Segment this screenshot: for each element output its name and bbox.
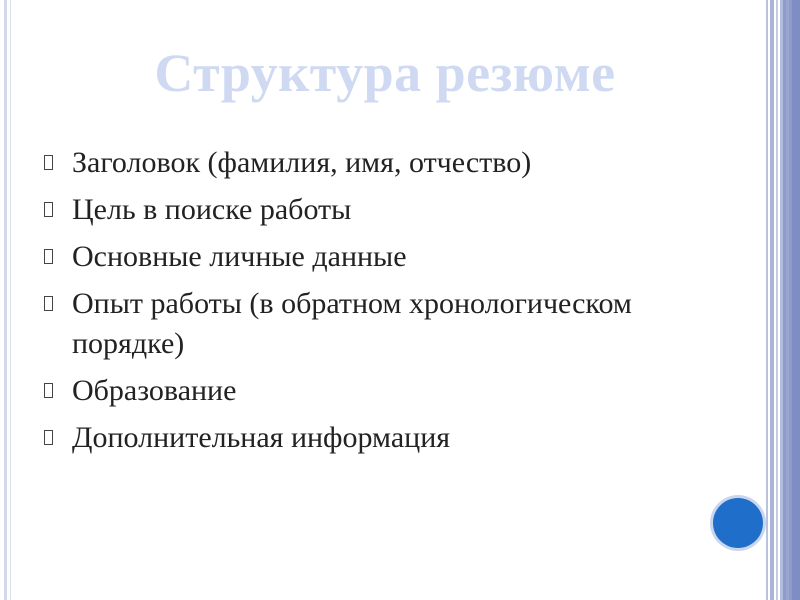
bullet-marker-icon bbox=[44, 383, 53, 398]
bullet-marker-icon bbox=[44, 155, 53, 170]
bullet-item bbox=[44, 190, 744, 230]
bullet-item bbox=[44, 237, 744, 277]
bullet-item bbox=[44, 418, 744, 458]
bullet-item bbox=[44, 284, 744, 364]
bullet-text: Дополнительная информация bbox=[72, 421, 451, 454]
right-stripe bbox=[786, 0, 789, 600]
bullet-text: Основные личные данные bbox=[72, 240, 407, 273]
right-stripe bbox=[780, 0, 783, 600]
bullet-marker-icon bbox=[44, 296, 53, 311]
bullet-text: Опыт работы (в обратном хронологическом порядке) bbox=[72, 287, 632, 360]
bullet-list bbox=[44, 143, 744, 465]
bullet-item bbox=[44, 143, 744, 183]
right-stripe bbox=[776, 0, 778, 600]
blue-circle-icon bbox=[713, 498, 763, 548]
bullet-marker-icon bbox=[44, 202, 53, 217]
right-stripe bbox=[792, 0, 800, 600]
bullet-item bbox=[44, 371, 744, 411]
right-stripe bbox=[770, 0, 774, 600]
bullet-marker-icon bbox=[44, 249, 53, 264]
bullet-text: Образование bbox=[72, 374, 237, 407]
bullet-text: Заголовок (фамилия, имя, отчество) bbox=[72, 146, 532, 179]
bullet-marker-icon bbox=[44, 430, 53, 445]
bullet-text: Цель в поиске работы bbox=[72, 193, 352, 226]
slide-title: Структура резюме bbox=[154, 43, 616, 103]
